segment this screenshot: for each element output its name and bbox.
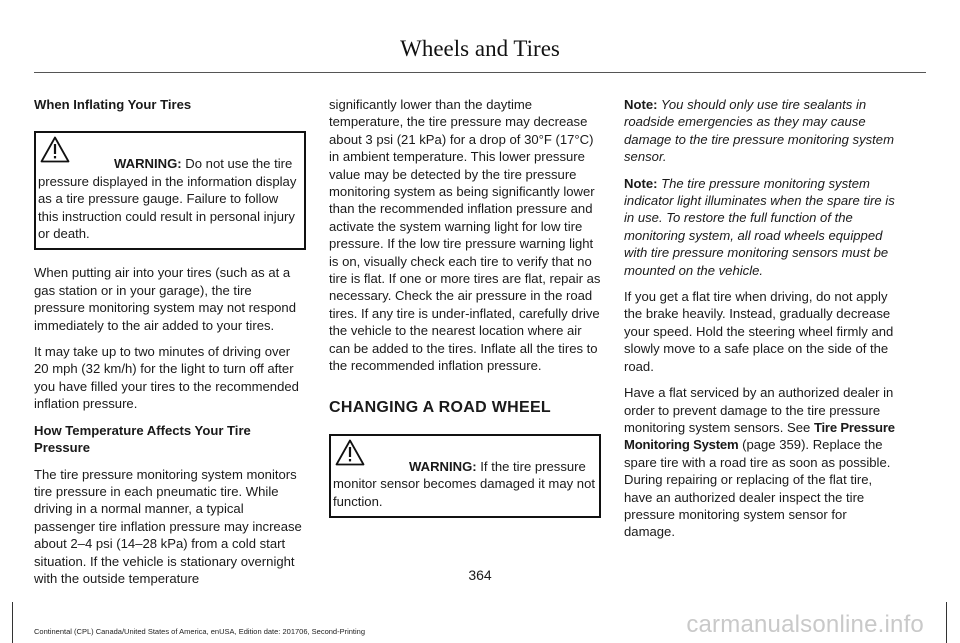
subhead-inflating: When Inflating Your Tires <box>34 97 192 112</box>
warning-label: WARNING: <box>114 156 182 172</box>
warning-box-gauge <box>34 131 306 250</box>
column-3 <box>624 96 896 550</box>
note <box>624 96 896 166</box>
section-heading: CHANGING A ROAD WHEEL <box>329 398 551 416</box>
warning-text: Do not use the tire pressure displayed in the information display as a tire pressure gauge. Failure to follow this instruction could result in personal injury or death. <box>38 156 297 242</box>
paragraph: When putting air into your tires (such as at a gas station or in your garage), the tire pressure monitoring system may not respond immediately to the air added to your tires. <box>34 265 296 333</box>
warning-box-sensor <box>329 434 601 518</box>
crop-mark-right <box>946 602 947 643</box>
page-title: Wheels and Tires <box>400 36 560 61</box>
paragraph: The tire pressure monitoring system monitors tire pressure in each pneumatic tire. While driving in a normal manner, a typical passenger tire inflation pressure may increase about 2–4 psi (14–28 kPa) from a cold start situation. If the vehicle is stationary overnight with the outside temperature <box>34 466 302 586</box>
warning-triangle-icon <box>335 439 365 466</box>
watermark: carmanualsonline.info <box>686 611 924 638</box>
warning-triangle-icon <box>40 136 70 163</box>
column-2 <box>329 96 601 532</box>
subhead-temperature: How Temperature Affects Your Tire Pressure <box>34 422 251 456</box>
note-label: Note: <box>624 175 658 191</box>
note-label: Note: <box>624 97 658 112</box>
note-text: You should only use tire sealants in roadside emergencies as they may cause damage to the tire pressure monitoring system sensor. <box>624 97 895 165</box>
note-text: The tire pressure monitoring system indicator light illuminates when the spare tire is in use. To restore the full function of the monitoring system, all road wheels equipped with tire pressure monitoring sensors must be mounted on the vehicle. <box>624 175 895 278</box>
warning-text: If the tire pressure monitor sensor becomes damaged it may not function. <box>333 458 596 509</box>
warning-label: WARNING: <box>409 458 477 474</box>
note <box>624 175 896 279</box>
page-number: 364 <box>468 567 492 583</box>
paragraph: If you get a flat tire when driving, do not apply the brake heavily. Instead, gradually decrease your speed. Hold the steering wheel firmly and slowly move to a safe place on the side of the road. <box>624 289 894 374</box>
paragraph: It may take up to two minutes of driving over 20 mph (32 km/h) for the light to turn off after you have filled your tires to the recommended inflation pressure. <box>34 344 299 412</box>
crop-mark-left <box>12 602 13 643</box>
footer-edition: Continental (CPL) Canada/United States of America, enUSA, Edition date: 201706, Second-Printing <box>34 627 366 636</box>
column-1 <box>34 96 306 596</box>
paragraph-with-xref: Have a flat serviced by an authorized dealer in order to prevent damage to the tire pressure monitoring system sensors. See Tire Pressure Monitoring System (page 359). Replace the spare tire with a road tire as soon as possible. During repairing or replacing of the flat tire, have an authorized dealer inspect the tire pressure monitoring system sensor for damage. <box>624 385 895 540</box>
paragraph: significantly lower than the daytime temperature, the tire pressure may decrease about 3 psi (21 kPa) for a drop of 30°F (17°C) in ambient temperature. This lower pressure value may be detected by the tire pressure monitoring system as being significantly lower than the recommended inflation pressure and activate the system warning light for low tire pressure. If the low tire pressure warning light is on, visually check each tire to verify that no tire is flat. If one or more tires are flat, repair as necessary. Check the air pressure in the road tires. If any tire is under-inflated, carefully drive the vehicle to the nearest location where air can be added to the tires. Inflate all the tires to the recommended inflation pressure. <box>329 97 601 374</box>
cross-reference-link[interactable]: Tire Pressure Monitoring System <box>624 419 895 453</box>
header-divider <box>34 72 926 73</box>
